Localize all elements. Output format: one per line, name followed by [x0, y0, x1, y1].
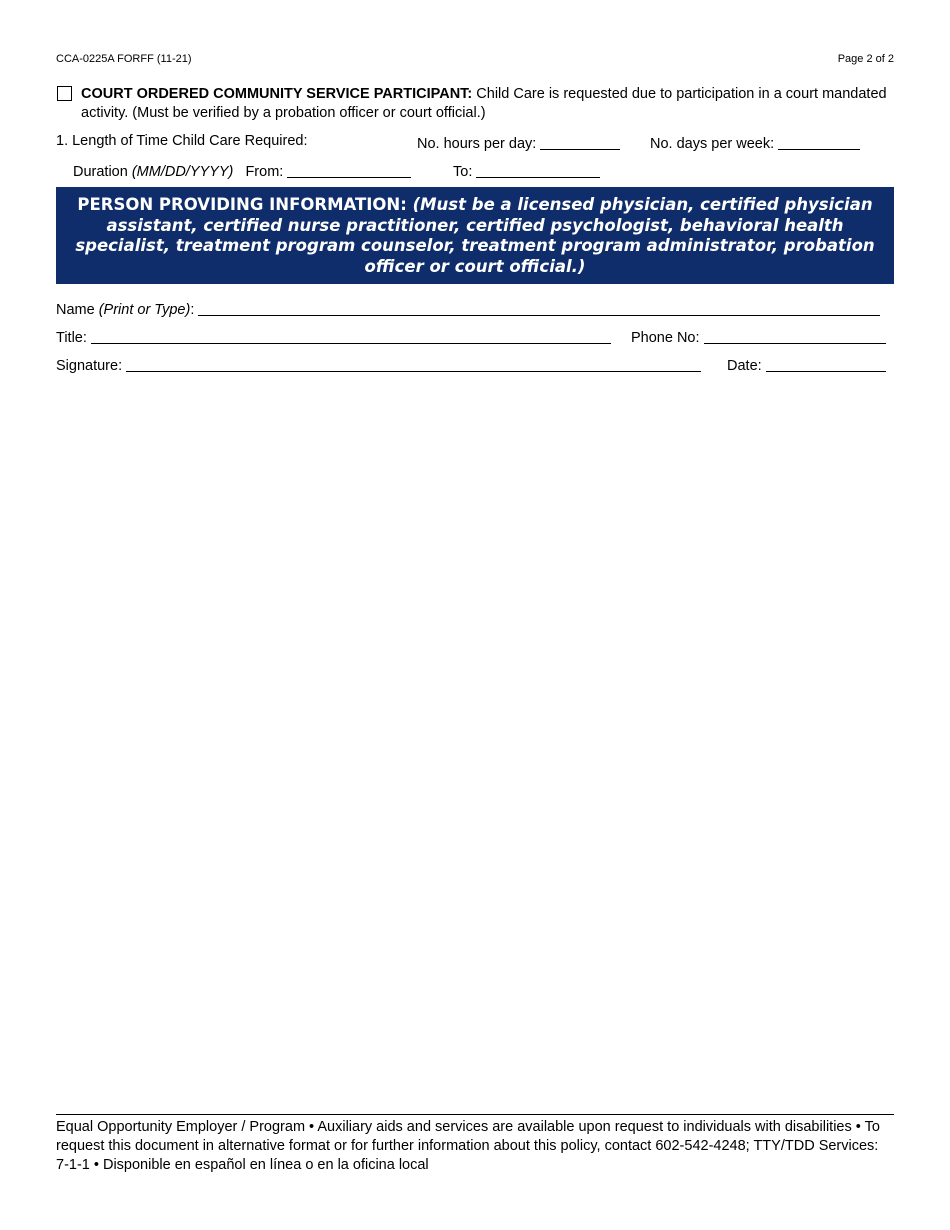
name-field[interactable]: [198, 301, 880, 316]
duration-format: (MM/DD/YYYY): [131, 164, 234, 180]
days-per-week-row: [650, 133, 860, 152]
signature-label: Signature:: [56, 358, 123, 374]
title-label: Title:: [56, 330, 87, 346]
to-label: To:: [453, 164, 473, 180]
name-row: [56, 299, 892, 318]
days-per-week-field[interactable]: [778, 135, 860, 150]
from-date-field[interactable]: [287, 163, 411, 178]
name-colon: :: [190, 302, 195, 318]
phone-label: Phone No:: [631, 330, 700, 346]
to-date-field[interactable]: [476, 163, 600, 178]
court-ordered-label: COURT ORDERED COMMUNITY SERVICE PARTICIPANT:: [81, 86, 473, 102]
date-row: [727, 355, 886, 374]
to-row: [453, 161, 600, 180]
footer-divider: [56, 1114, 894, 1115]
duration-row: [73, 161, 411, 180]
from-label: From:: [245, 164, 284, 180]
form-id: CCA-0225A FORFF (11-21): [56, 53, 192, 65]
court-ordered-description: Child Care is requested due to participation in a court mandated activity. (Must be verified by a probation officer or court official.): [81, 86, 887, 121]
hours-per-day-row: [417, 133, 620, 152]
name-hint: (Print or Type): [98, 302, 191, 318]
title-field[interactable]: [91, 329, 611, 344]
hours-per-day-label: No. hours per day:: [417, 136, 537, 152]
court-ordered-section: [56, 85, 896, 123]
footer-notice: Equal Opportunity Employer / Program • Auxiliary aids and services are available upon request to individuals with disabilities • To request this document in alternative format or for further information about this policy, contact 602-542-4248; TTY/TDD Services: 7-1-1 • Disponible en español en línea o en la oficina local: [56, 1119, 880, 1173]
page-number: Page 2 of 2: [837, 53, 894, 65]
length-of-time-label: 1. Length of Time Child Care Required:: [56, 133, 308, 149]
date-label: Date:: [727, 358, 762, 374]
phone-field[interactable]: [704, 329, 886, 344]
banner-title: PERSON PROVIDING INFORMATION:: [77, 195, 407, 214]
title-row: [56, 327, 611, 346]
name-label: Name: [56, 302, 95, 318]
phone-row: [631, 327, 886, 346]
court-ordered-text: [81, 85, 896, 123]
banner-subtitle: (Must be a licensed physician, certified physician assistant, certified nurse practitioner, certified psychologist, behavioral health specialist, treatment program counselor, treatment program administrator, probation officer or court official.): [75, 195, 875, 276]
person-providing-info-banner: [56, 187, 894, 284]
hours-per-day-field[interactable]: [540, 135, 620, 150]
date-field[interactable]: [766, 357, 886, 372]
duration-label: Duration: [73, 164, 128, 180]
signature-row: [56, 355, 701, 374]
days-per-week-label: No. days per week:: [650, 136, 775, 152]
signature-field[interactable]: [126, 357, 701, 372]
court-ordered-checkbox[interactable]: [57, 86, 72, 101]
